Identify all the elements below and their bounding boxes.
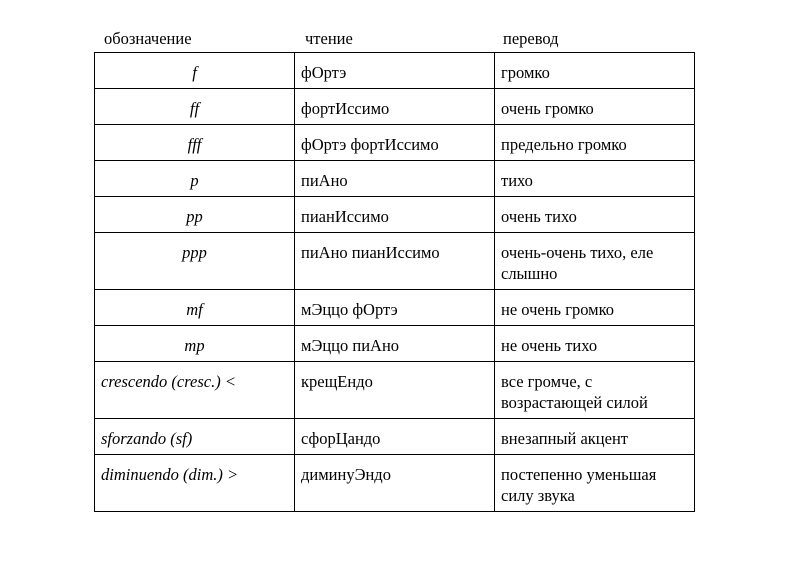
header-notation: обозначение [104, 29, 192, 48]
dynamics-table [94, 52, 695, 512]
reading-cell: крещЕндо [295, 362, 495, 419]
table-header [0, 29, 790, 49]
notation-cell: p [95, 161, 295, 197]
header-reading: чтение [305, 29, 353, 48]
notation-cell: pp [95, 197, 295, 233]
translation-cell: очень громко [495, 89, 695, 125]
table-row [95, 197, 695, 233]
notation-cell: crescendo (cresc.) < [95, 362, 295, 419]
translation-cell: очень-очень тихо, еле слышно [495, 233, 695, 290]
notation-cell: mp [95, 326, 295, 362]
translation-cell: не очень громко [495, 290, 695, 326]
table-row [95, 290, 695, 326]
translation-cell: все громче, с возрастающей силой [495, 362, 695, 419]
table-row [95, 326, 695, 362]
reading-cell: мЭццо пиАно [295, 326, 495, 362]
reading-cell: мЭццо фОртэ [295, 290, 495, 326]
table-row [95, 161, 695, 197]
notation-cell: fff [95, 125, 295, 161]
notation-cell: sforzando (sf) [95, 419, 295, 455]
notation-cell: f [95, 53, 295, 89]
table-row [95, 53, 695, 89]
table-row [95, 455, 695, 512]
notation-cell: diminuendo (dim.) > [95, 455, 295, 512]
table-row [95, 419, 695, 455]
translation-cell: не очень тихо [495, 326, 695, 362]
reading-cell: фОртэ [295, 53, 495, 89]
reading-cell: фортИссимо [295, 89, 495, 125]
notation-cell: ff [95, 89, 295, 125]
header-translation: перевод [503, 29, 559, 48]
reading-cell: сфорЦандо [295, 419, 495, 455]
translation-cell: громко [495, 53, 695, 89]
translation-cell: тихо [495, 161, 695, 197]
table-row [95, 125, 695, 161]
translation-cell: очень тихо [495, 197, 695, 233]
table-row [95, 233, 695, 290]
translation-cell: постепенно уменьшая силу звука [495, 455, 695, 512]
reading-cell: пиАно [295, 161, 495, 197]
notation-cell: ppp [95, 233, 295, 290]
reading-cell: пиАно пианИссимо [295, 233, 495, 290]
translation-cell: предельно громко [495, 125, 695, 161]
table-row [95, 362, 695, 419]
translation-cell: внезапный акцент [495, 419, 695, 455]
reading-cell: фОртэ фортИссимо [295, 125, 495, 161]
notation-cell: mf [95, 290, 295, 326]
reading-cell: диминуЭндо [295, 455, 495, 512]
reading-cell: пианИссимо [295, 197, 495, 233]
table-row [95, 89, 695, 125]
